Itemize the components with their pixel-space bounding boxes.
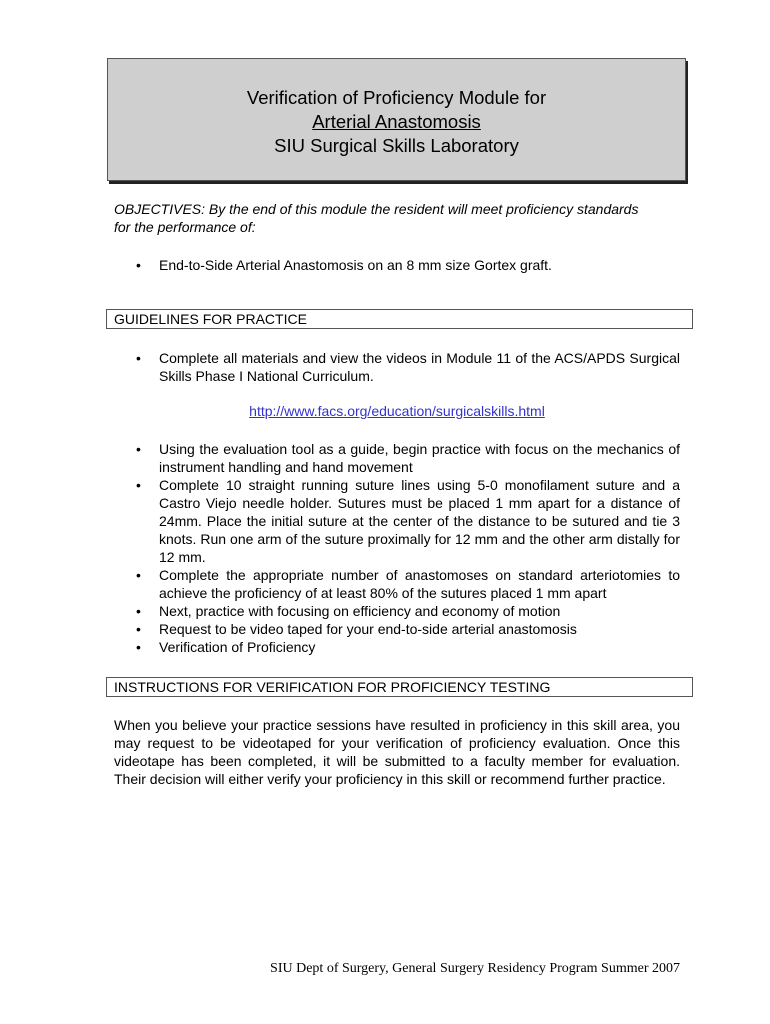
list-item-text: Complete the appropriate number of anastomoses on standard arteriotomies to achieve the proficiency of at least 80% of the sutures placed 1 mm apart: [159, 567, 680, 601]
list-item-text: Next, practice with focusing on efficiency and economy of motion: [159, 603, 561, 619]
guidelines-list-2: [114, 440, 680, 656]
list-item: [114, 566, 680, 602]
page-footer: SIU Dept of Surgery, General Surgery Residency Program Summer 2007: [270, 961, 680, 976]
bullet-icon: •: [136, 477, 141, 493]
list-item: [114, 602, 680, 620]
guidelines-heading: GUIDELINES FOR PRACTICE: [106, 309, 693, 329]
title-line-2: Arterial Anastomosis: [312, 111, 481, 132]
bullet-icon: •: [136, 567, 141, 583]
list-item-text: End-to-Side Arterial Anastomosis on an 8 mm size Gortex graft.: [159, 257, 552, 273]
bullet-icon: •: [136, 621, 141, 637]
objectives-list: [114, 256, 680, 274]
title-line-1: Verification of Proficiency Module for: [246, 87, 547, 108]
title-line-3: SIU Surgical Skills Laboratory: [274, 135, 519, 156]
curriculum-link[interactable]: http://www.facs.org/education/surgicalskills.html: [249, 403, 545, 419]
list-item: [114, 638, 680, 656]
bullet-icon: •: [136, 350, 141, 366]
list-item: [114, 440, 680, 476]
list-item-text: Verification of Proficiency: [159, 639, 316, 655]
list-item: [114, 349, 680, 385]
bullet-icon: •: [136, 603, 141, 619]
list-item-text: Using the evaluation tool as a guide, begin practice with focus on the mechanics of instrument handling and hand movement: [159, 441, 680, 475]
title-box: [107, 58, 686, 181]
list-item-text: Request to be video taped for your end-to-side arterial anastomosis: [159, 621, 577, 637]
bullet-icon: •: [136, 441, 141, 457]
guidelines-list-1: [114, 349, 680, 385]
instructions-paragraph: When you believe your practice sessions have resulted in proficiency in this skill area, you may request to be videotaped for your verification of proficiency evaluation. Once this videotape has been completed, it will be submitted to a faculty member for evaluation. Their decision will either verify your proficiency in this skill or recommend further practice.: [114, 717, 680, 787]
list-item: [114, 620, 680, 638]
instructions-heading: INSTRUCTIONS FOR VERIFICATION FOR PROFICIENCY TESTING: [106, 677, 693, 697]
objectives-text: OBJECTIVES: By the end of this module the resident will meet proficiency standards for the performance of:: [114, 201, 639, 235]
list-item: [114, 256, 680, 274]
bullet-icon: •: [136, 639, 141, 655]
list-item: [114, 476, 680, 566]
list-item-text: Complete all materials and view the videos in Module 11 of the ACS/APDS Surgical Skills Phase I National Curriculum.: [159, 350, 680, 384]
list-item-text: Complete 10 straight running suture lines using 5-0 monofilament suture and a Castro Viejo needle holder. Sutures must be placed 1 mm apart for a distance of 24mm. Place the initial suture at the center of the distance to be sutured and tie 3 knots. Run one arm of the suture proximally for 12 mm and the other arm distally for 12 mm.: [159, 477, 680, 565]
bullet-icon: •: [136, 257, 141, 273]
